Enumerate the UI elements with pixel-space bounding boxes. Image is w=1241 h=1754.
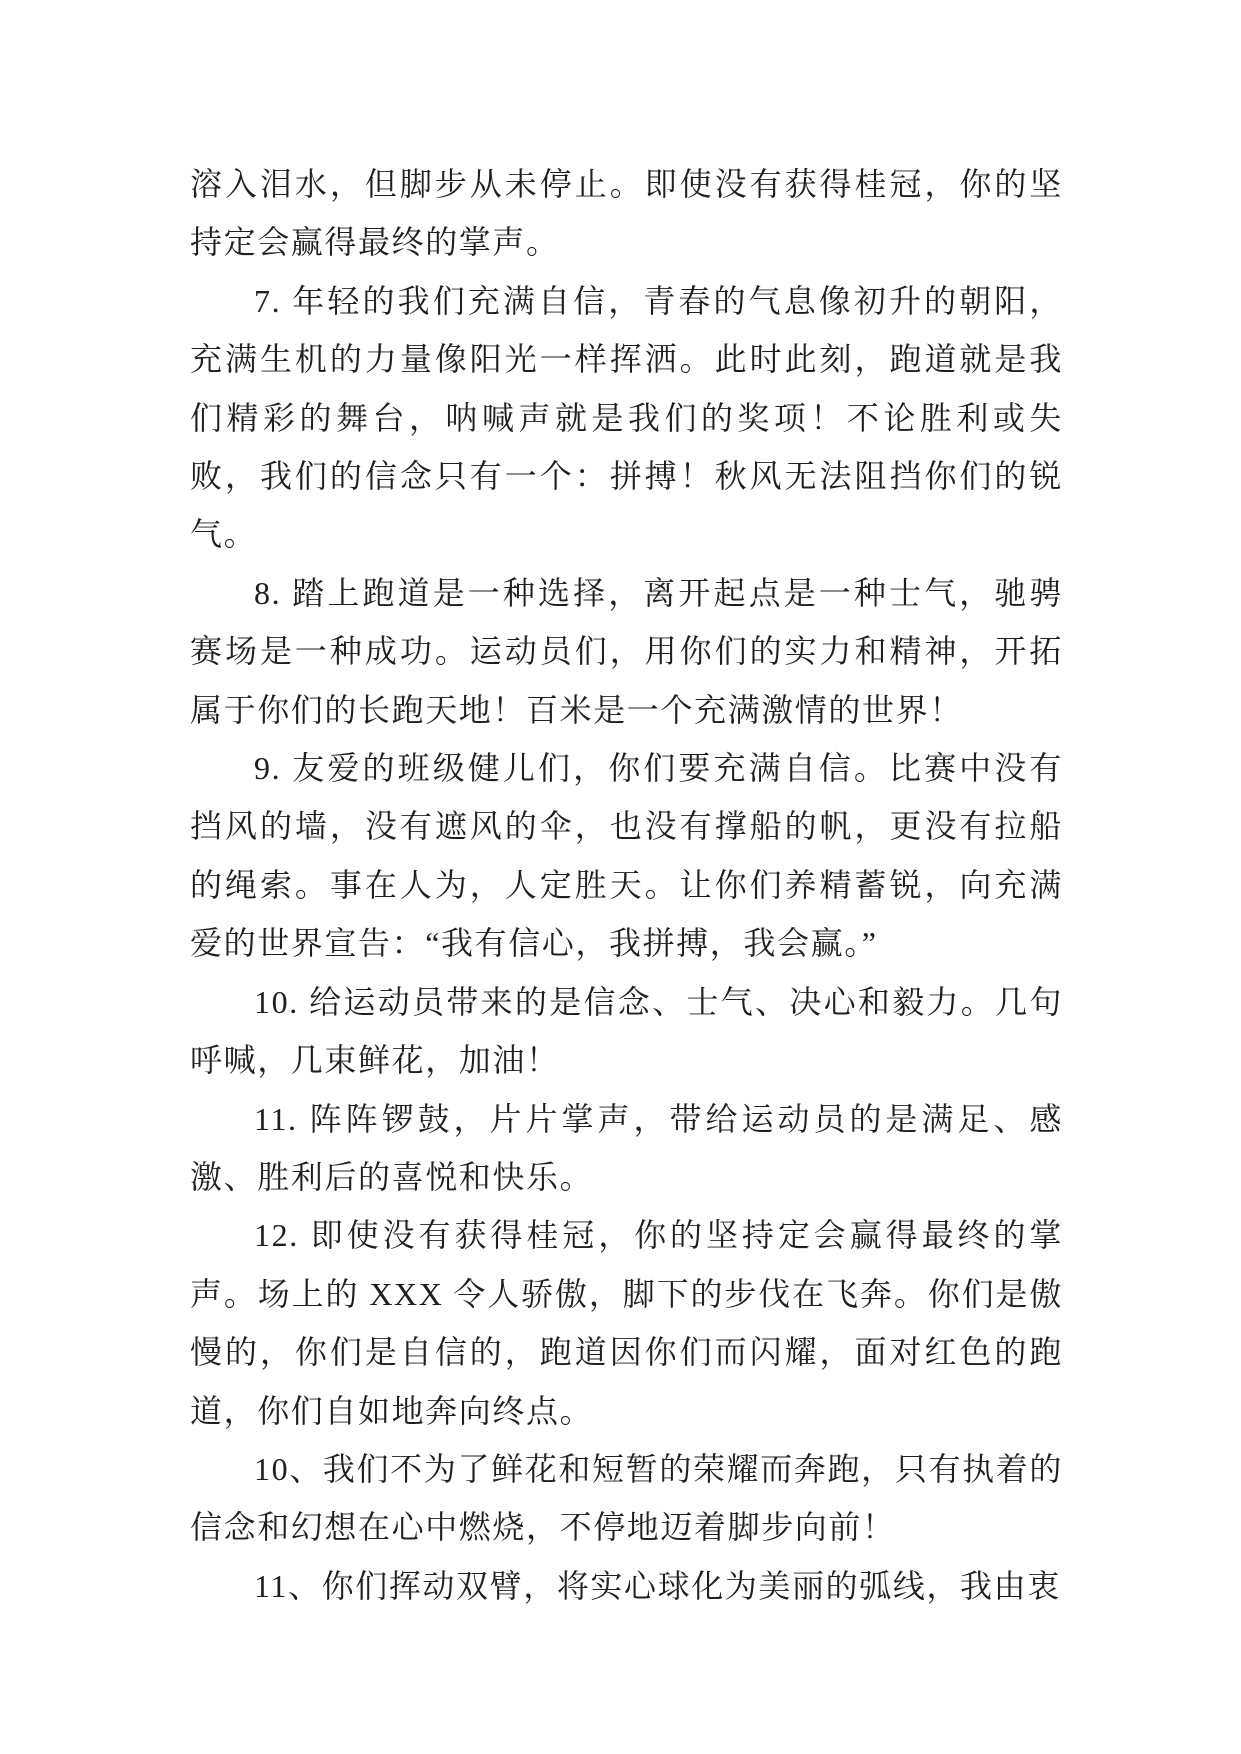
paragraph-8: 8. 踏上跑道是一种选择，离开起点是一种士气，驰骋赛场是一种成功。运动员们，用你们的实力和精神，开拓属于你们的长跑天地！百米是一个充满激情的世界！ <box>190 574 1063 728</box>
paragraph-11: 11. 阵阵锣鼓，片片掌声，带给运动员的是满足、感激、胜利后的喜悦和快乐。 <box>190 1100 1063 1195</box>
paragraph-12: 12. 即使没有获得桂冠，你的坚持定会赢得最终的掌声。场上的 XXX 令人骄傲，脚下的步伐在飞奔。你们是傲慢的，你们是自信的，跑道因你们而闪耀，面对红色的跑道，你们自如地奔向终点。 <box>190 1217 1063 1429</box>
paragraph-continuation: 溶入泪水，但脚步从未停止。即使没有获得桂冠，你的坚持定会赢得最终的掌声。 <box>190 166 1063 261</box>
paragraph-9: 9. 友爱的班级健儿们，你们要充满自信。比赛中没有挡风的墙，没有遮风的伞，也没有撑船的帆，更没有拉船的绳索。事在人为，人定胜天。让你们养精蓄锐，向充满爱的世界宣告：“我有信心，我拼搏，我会赢。” <box>190 750 1063 962</box>
paragraph-10b: 10、我们不为了鲜花和短暂的荣耀而奔跑，只有执着的信念和幻想在心中燃烧，不停地迈着脚步向前！ <box>190 1450 1063 1546</box>
paragraph-7: 7. 年轻的我们充满自信，青春的气息像初升的朝阳，充满生机的力量像阳光一样挥洒。此时此刻，跑道就是我们精彩的舞台，呐喊声就是我们的奖项！不论胜利或失败，我们的信念只有一个：拼搏！秋风无法阻挡你们的锐气。 <box>190 282 1063 553</box>
paragraph-10: 10. 给运动员带来的是信念、士气、决心和毅力。几句呼喊，几束鲜花，加油！ <box>190 983 1063 1079</box>
paragraph-11b: 11、你们挥动双臂，将实心球化为美丽的弧线，我由衷 <box>254 1567 1061 1604</box>
